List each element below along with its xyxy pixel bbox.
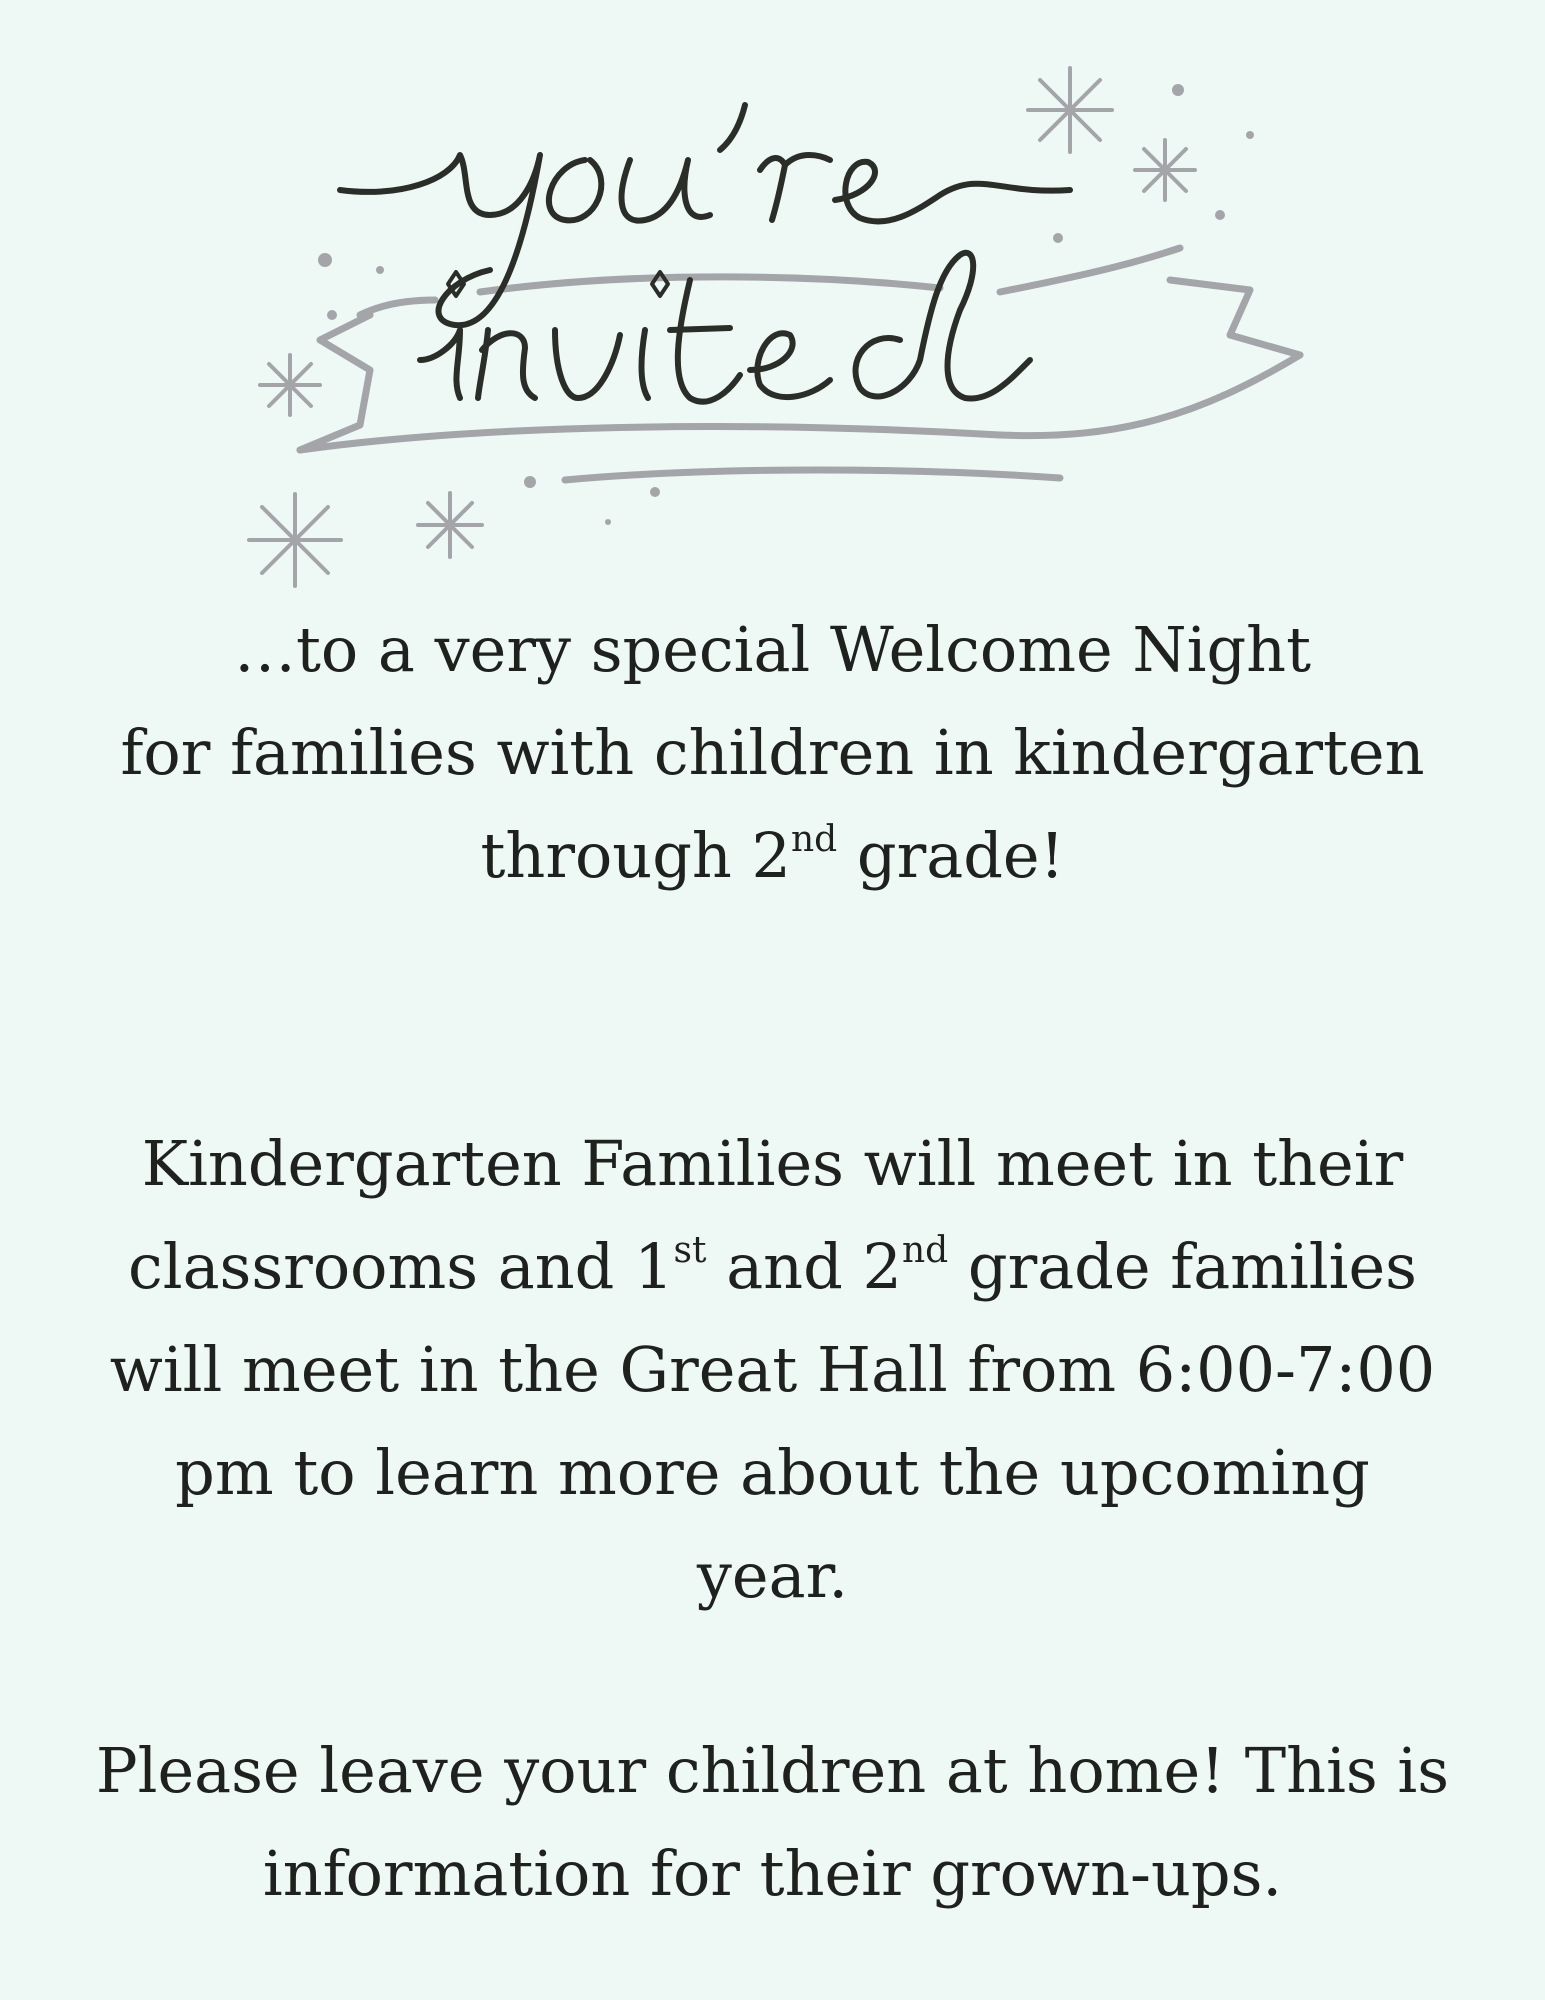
details-line-4: pm to learn more about the upcoming bbox=[175, 1436, 1370, 1509]
intro-line-3-pre: through 2 bbox=[480, 819, 791, 892]
details-line-2-b: and 2 bbox=[706, 1230, 902, 1303]
sparkle-top-small bbox=[1135, 140, 1195, 200]
youre-invited-header-art bbox=[220, 30, 1340, 610]
details-line-2 bbox=[40, 1215, 1505, 1318]
intro-line-3 bbox=[40, 804, 1505, 907]
details-line-1: Kindergarten Families will meet in their bbox=[141, 1127, 1404, 1200]
sparkle-bottom-center bbox=[418, 493, 482, 557]
intro-line-1: …to a very special Welcome Night bbox=[233, 613, 1311, 686]
intro-line-3-sup: nd bbox=[790, 819, 838, 860]
note-text bbox=[40, 1719, 1505, 1925]
details-line-2-c: grade families bbox=[948, 1230, 1417, 1303]
intro-line-3-post: grade! bbox=[837, 819, 1065, 892]
sparkle-top-large bbox=[1028, 68, 1112, 152]
intro-text bbox=[40, 598, 1505, 907]
details-line-3: will meet in the Great Hall from 6:00-7:00 bbox=[109, 1333, 1436, 1406]
sparkle-left-bottom bbox=[249, 494, 341, 586]
details-line-2-a: classrooms and 1 bbox=[128, 1230, 674, 1303]
details-line-2-sup1: st bbox=[673, 1230, 707, 1271]
details-line-2-sup2: nd bbox=[901, 1230, 949, 1271]
note-line-1: Please leave your children at home! This is bbox=[95, 1734, 1450, 1807]
sparkle-left-mid bbox=[260, 355, 320, 415]
details-text bbox=[40, 1112, 1505, 1627]
intro-line-2: for families with children in kindergarten bbox=[120, 716, 1425, 789]
details-line-5: year. bbox=[696, 1539, 849, 1612]
script-youre bbox=[340, 105, 1070, 325]
note-line-2: information for their grown-ups. bbox=[262, 1837, 1283, 1910]
scatter-dots bbox=[318, 84, 1254, 525]
